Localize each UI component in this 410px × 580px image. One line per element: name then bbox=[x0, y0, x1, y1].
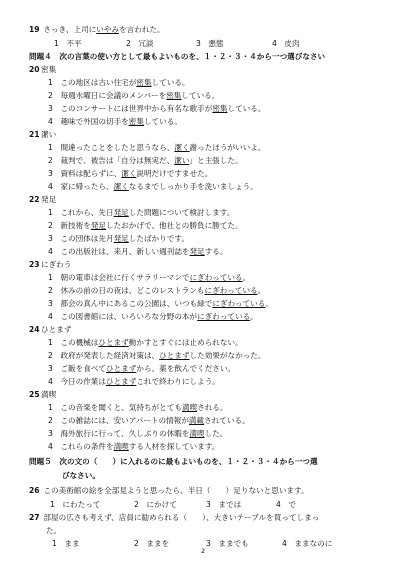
question-21: 21潔い bbox=[29, 130, 57, 139]
q25-sentence[interactable]: 2 この雑誌には、安いアパートの情報が満載されている。 bbox=[48, 416, 250, 425]
option[interactable]: 4 ままなのに bbox=[282, 539, 333, 548]
question-24: 24ひとまず bbox=[29, 325, 72, 334]
q22-sentence[interactable]: 1 これから、先日発足した問題について検討します。 bbox=[48, 208, 235, 217]
q25-sentence[interactable]: 1 この音楽を聞くと、気持ちがとても満喫される。 bbox=[48, 403, 228, 412]
q21-sentence[interactable]: 4 家に帰ったら、潔くなるまでしっかり手を洗いましょう。 bbox=[48, 182, 258, 191]
q22-sentence[interactable]: 3 この団体は先月発足したばかりです。 bbox=[48, 234, 189, 243]
section-heading-4: 問題４ 次の言葉の使い方として最もよいものを、１・２・３・４から一つ選びなさい bbox=[29, 52, 326, 61]
q25-sentence[interactable]: 4 これらの条件を満喫する人材を探しています。 bbox=[48, 442, 220, 451]
question-26: 26 この美術館の絵を全部見ようと思ったら、半日（ ）足りないと思います。 bbox=[29, 486, 309, 495]
q21-sentence[interactable]: 1 間違ったことをしたと思うなら、潔く謝ったほうがいいよ。 bbox=[48, 143, 266, 152]
section-heading-5-cont: びなさい。 bbox=[62, 471, 100, 480]
q24-sentence[interactable]: 4 今日の作業はひとまずこれで終わりにしよう。 bbox=[48, 377, 220, 386]
question-20: 20密集 bbox=[29, 65, 57, 74]
q20-sentence[interactable]: 4 趣味で外国の切手を密集している。 bbox=[48, 117, 182, 126]
q20-sentence[interactable]: 3 このコンサートには世界中から有名な歌手が密集している。 bbox=[48, 104, 266, 113]
q24-sentence[interactable]: 3 ご飯を食べてひとまずから、薬を飲んでください。 bbox=[48, 364, 236, 373]
question-27: 27 部屋の広さも考えず、店員に勧められる（ ）、大きいテーブルを買ってしまっ bbox=[29, 513, 320, 522]
option[interactable]: 3 ままでも bbox=[206, 539, 249, 548]
option[interactable]: 4 皮肉 bbox=[272, 39, 300, 48]
question-25: 25満喫 bbox=[29, 390, 57, 399]
q20-sentence[interactable]: 2 毎週水曜日に会議のメンバーを密集している。 bbox=[48, 91, 220, 100]
question-27-cont: た。 bbox=[46, 526, 62, 535]
option[interactable]: 1 にわたって bbox=[50, 500, 101, 509]
option[interactable]: 2 ままを bbox=[134, 539, 170, 548]
option[interactable]: 1 不平 bbox=[54, 39, 82, 48]
q25-sentence[interactable]: 3 海外旅行に行って、久しぶりの休暇を満喫した。 bbox=[48, 429, 228, 438]
q23-sentence[interactable]: 3 都会の真ん中にあるこの公園は、いつも緑でにぎわっている。 bbox=[48, 299, 273, 308]
question-22: 22発足 bbox=[29, 195, 57, 204]
q21-sentence[interactable]: 3 資料は配らずに、潔く説明だけですませた。 bbox=[48, 169, 213, 178]
option[interactable]: 2 にかけて bbox=[134, 500, 177, 509]
option[interactable]: 3 悪態 bbox=[196, 39, 224, 48]
q21-sentence[interactable]: 2 裁判で、被告は「自分は無実だ、潔い」と主張した。 bbox=[48, 156, 243, 165]
question-19: 19 さっき、上司にいやみを言われた。 bbox=[29, 25, 165, 34]
q22-sentence[interactable]: 2 新技術を発足したおかげで、他社との勝負に勝てた。 bbox=[48, 221, 243, 230]
q23-sentence[interactable]: 1 朝の電車は会社に行くサラリーマンでにぎわっている。 bbox=[48, 273, 251, 282]
option[interactable]: 1 まま bbox=[52, 539, 80, 548]
q24-sentence[interactable]: 2 政府が発表した経済対策は、ひとまずした効果がなかった。 bbox=[48, 351, 266, 360]
option[interactable]: 3 までは bbox=[206, 500, 242, 509]
option[interactable]: 2 冗談 bbox=[126, 39, 154, 48]
q23-sentence[interactable]: 2 休みの前の日の夜は、どこのレストランもにぎわっている。 bbox=[48, 286, 266, 295]
q24-sentence[interactable]: 1 この機械はひとまず動かすとすぐには止められない。 bbox=[48, 338, 243, 347]
section-heading-5: 問題５ 次の文の（ ）に入れるのに最もよいものを、１・２・３・４から一つ選 bbox=[29, 457, 318, 466]
q20-sentence[interactable]: 1 この地区は古い住宅が密集している。 bbox=[48, 78, 190, 87]
page-number: 2 bbox=[201, 547, 206, 555]
question-23: 23にぎわう bbox=[29, 260, 72, 269]
q23-sentence[interactable]: 4 この図書館には、いろいろな分野の本がにぎわっている。 bbox=[48, 312, 258, 321]
q22-sentence[interactable]: 4 この出版社は、来月、新しい週刊誌を発足する。 bbox=[48, 247, 228, 256]
option[interactable]: 4 で bbox=[276, 500, 297, 509]
